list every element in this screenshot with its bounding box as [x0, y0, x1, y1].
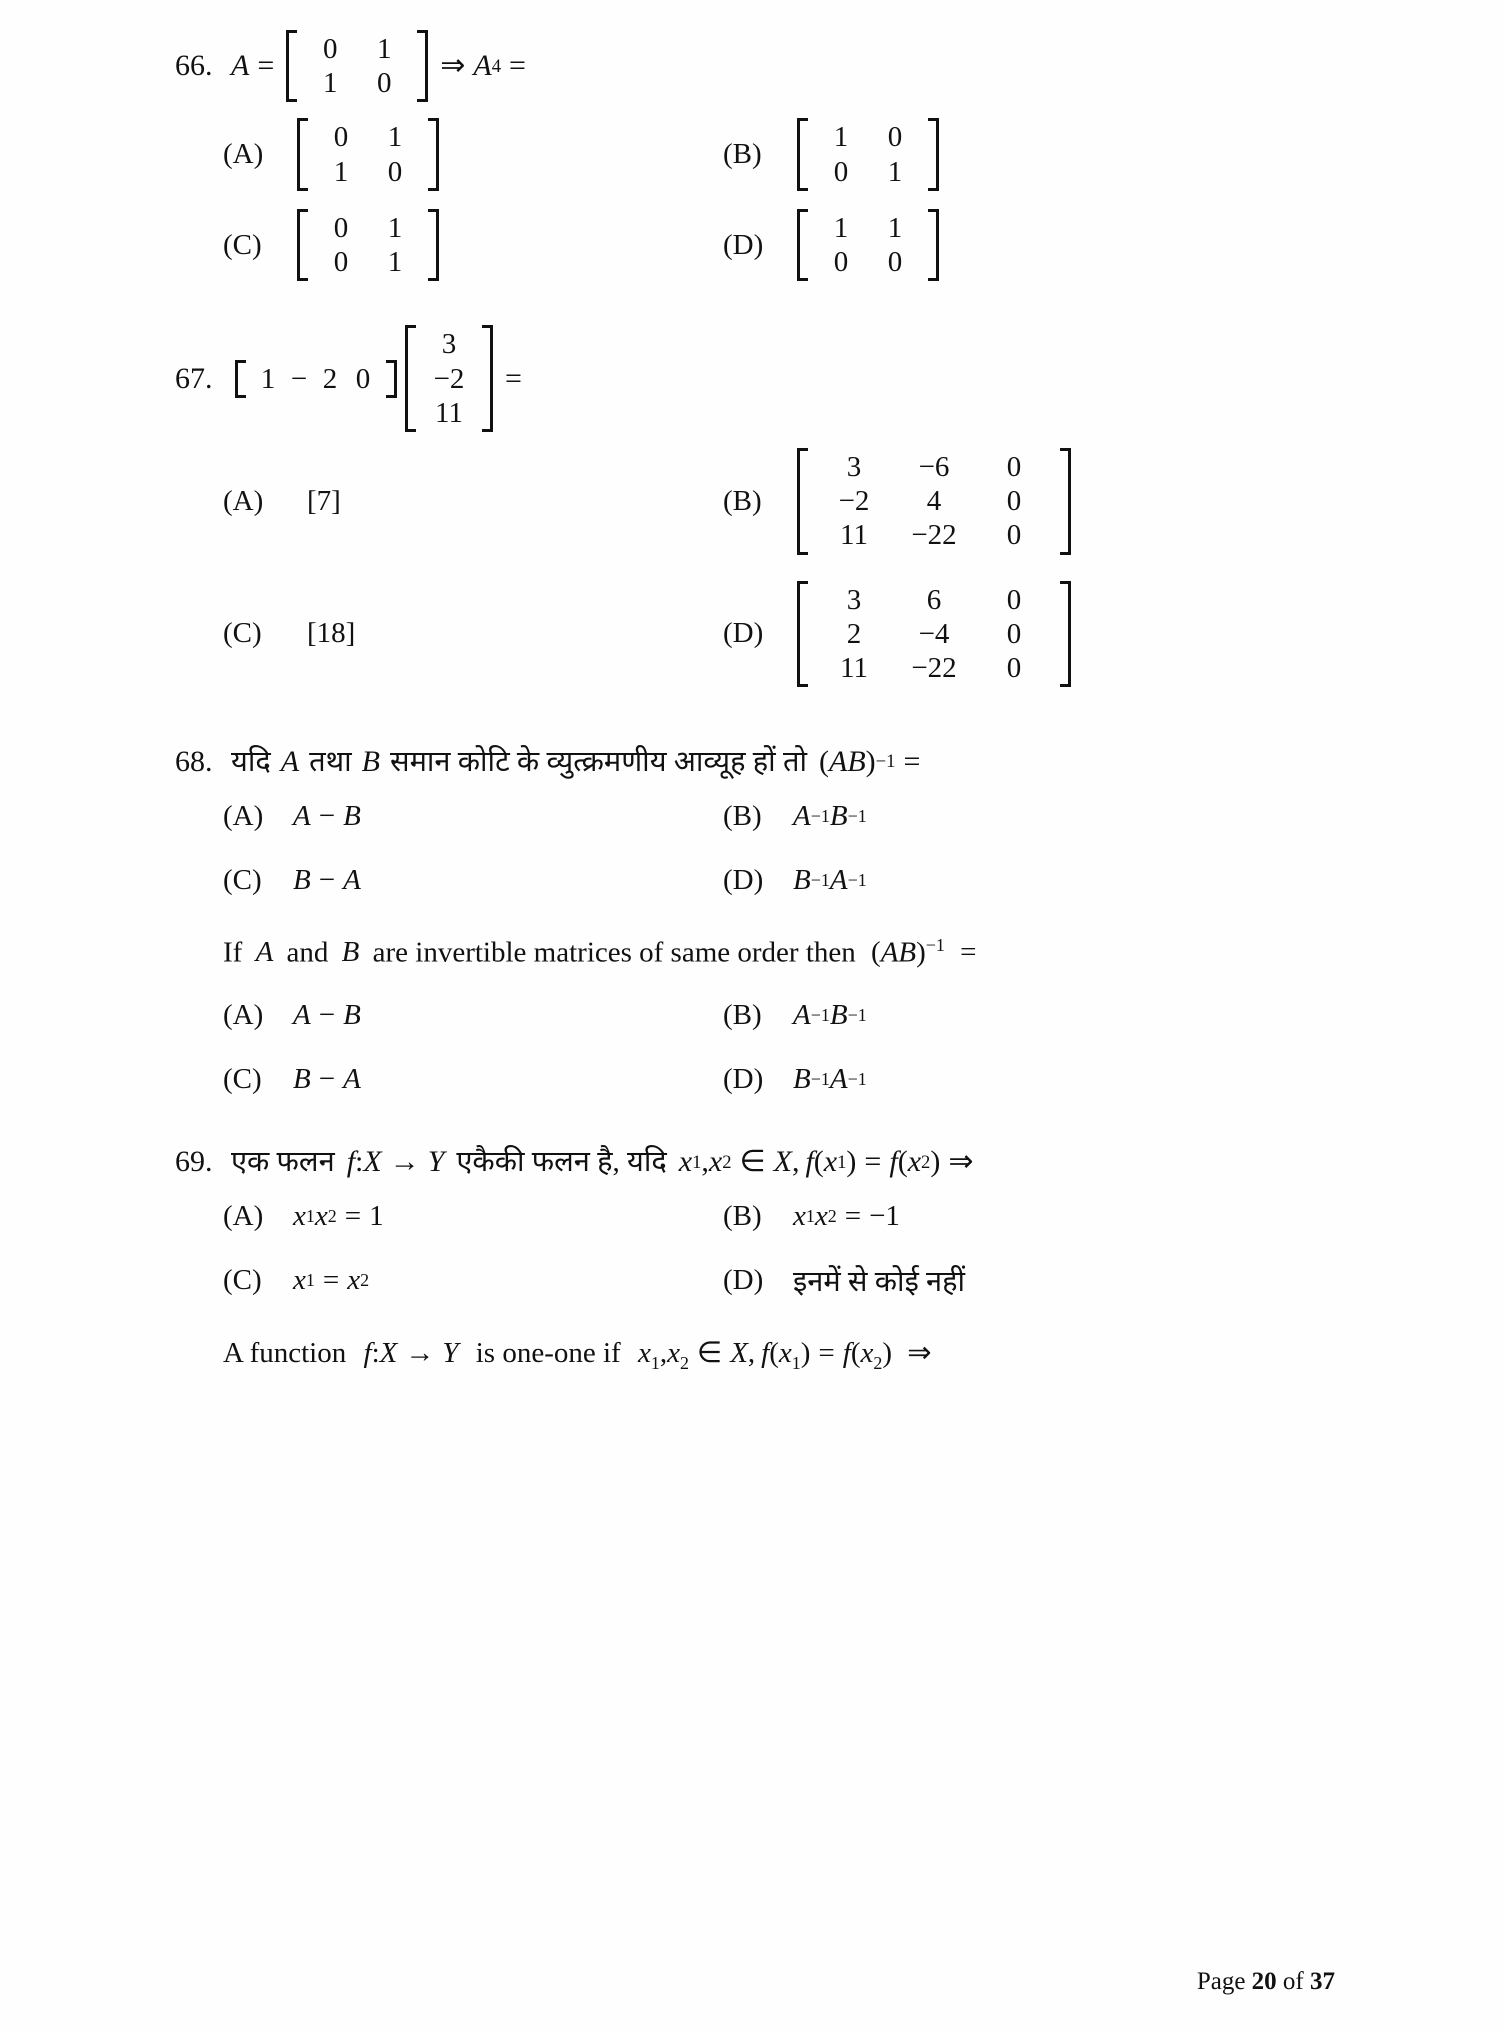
- q68-en-paren-close: ): [916, 936, 926, 969]
- q69-en-f2: f: [842, 1336, 851, 1369]
- q69-en-f1: f: [761, 1336, 770, 1369]
- matrix-cell: 1: [260, 362, 276, 395]
- q69-p2-sub: 2: [921, 1151, 931, 1173]
- q69-p2-var: x: [907, 1145, 922, 1179]
- q66-equals: =: [257, 49, 275, 83]
- expr-x2: x: [314, 1200, 328, 1233]
- option-d-label: (D): [723, 1264, 764, 1297]
- option-a-label: (A): [223, 1200, 264, 1233]
- q69-en-eq: =: [818, 1336, 835, 1369]
- matrix-cell: 1: [387, 211, 403, 244]
- q69-x2-sub: 2: [722, 1151, 732, 1173]
- matrix-cell: 0: [1006, 485, 1022, 518]
- option-a-label: (A): [223, 800, 264, 833]
- option-row: [223, 1059, 1335, 1099]
- expr-a: A: [293, 800, 311, 833]
- expr-b-power: −1: [847, 870, 867, 891]
- q68-en-t2: and: [286, 936, 329, 969]
- expr-a: B: [293, 1062, 311, 1095]
- question-67: [175, 325, 1335, 687]
- q68-var-b: B: [361, 745, 380, 779]
- option-matrix: [297, 118, 439, 190]
- bracket-right-icon: [417, 30, 428, 102]
- expr-rhs: 1: [369, 1200, 384, 1233]
- matrix-cell: 3: [846, 450, 862, 483]
- option-b-body: [785, 999, 867, 1032]
- q69-en-p1-close: ): [800, 1336, 811, 1369]
- spacer: [175, 1117, 1335, 1143]
- matrix-cell: 0: [333, 211, 349, 244]
- expr-x1-sub: 1: [805, 1206, 815, 1227]
- question-69-stem: [175, 1143, 1335, 1181]
- matrix-cell: 0: [1006, 652, 1022, 685]
- option-b-label: (B): [723, 800, 762, 833]
- matrix-cell: 0: [833, 246, 849, 279]
- option-a-body: [285, 800, 361, 833]
- matrix-cell: 1: [323, 67, 338, 100]
- q67-row-vector: [235, 360, 397, 398]
- option-a-body: [285, 118, 443, 190]
- q69-en-t2: is one-one if: [475, 1336, 621, 1369]
- matrix-cell: 1: [387, 121, 403, 154]
- option-d-label: (D): [723, 617, 764, 650]
- q69-en-fn: f: [363, 1336, 372, 1369]
- bracket-left-icon: [797, 209, 808, 281]
- option-a-label: (A): [223, 138, 264, 171]
- matrix-cell: 1: [333, 155, 349, 188]
- option-b[interactable]: [723, 797, 1223, 837]
- q66-result-var: A: [473, 49, 492, 83]
- matrix-cell: 0: [887, 246, 903, 279]
- q69-p1-var: x: [823, 1145, 838, 1179]
- matrix-cell: 1: [887, 211, 903, 244]
- page-content: [175, 30, 1335, 1380]
- q69-p2-close: ): [930, 1145, 941, 1179]
- q68-var-a: A: [280, 745, 300, 779]
- option-a[interactable]: [223, 1197, 723, 1237]
- option-b[interactable]: [723, 448, 1223, 555]
- matrix-cell: 1: [887, 155, 903, 188]
- matrix-cell: 6: [926, 583, 942, 616]
- q68-hindi-1: यदि: [231, 745, 271, 778]
- q69-en-t1: A function: [223, 1336, 347, 1369]
- option-b-label: (B): [723, 1200, 762, 1233]
- option-a-label: (A): [223, 998, 264, 1031]
- option-row: [223, 118, 1335, 190]
- matrix-cell: 1: [833, 121, 849, 154]
- page-footer: [1197, 1968, 1335, 1996]
- matrix-cell: 11: [840, 652, 868, 685]
- spacer: [175, 705, 1335, 743]
- expr-a: A: [293, 998, 311, 1031]
- question-66-options: [223, 118, 1335, 281]
- matrix-cell: −2: [838, 485, 870, 518]
- option-a[interactable]: [223, 797, 723, 837]
- question-66-number: 66.: [175, 49, 213, 83]
- expr-b: A: [343, 1062, 361, 1095]
- expr-op: −: [318, 998, 336, 1031]
- option-c-value: [18]: [307, 617, 356, 650]
- q69-en-arrow-icon: →: [405, 1336, 435, 1369]
- q68-en-t1: If: [223, 936, 243, 969]
- matrix-cell: 1: [387, 246, 403, 279]
- q69-x2: x: [708, 1145, 723, 1179]
- q69-en-comma2: ,: [747, 1336, 756, 1369]
- bracket-left-icon: [297, 209, 308, 281]
- q68-paren-open: (: [819, 745, 829, 779]
- q69-en-codomain: Y: [442, 1336, 459, 1369]
- q68-expr-power: −1: [875, 751, 896, 773]
- expr-b-power: −1: [847, 1004, 867, 1025]
- option-matrix: [797, 581, 1071, 688]
- matrix-cell: 0: [333, 121, 349, 154]
- q67-column-vector: [405, 325, 493, 432]
- question-68-options-english: [223, 995, 1335, 1099]
- q69-colon: :: [355, 1145, 364, 1179]
- q68-en-equals: =: [960, 936, 977, 969]
- option-d-text: इनमें से कोई नहीं: [793, 1266, 966, 1299]
- option-b-label: (B): [723, 138, 762, 171]
- bracket-left-icon: [297, 118, 308, 190]
- expr-a: B: [293, 864, 311, 897]
- option-b[interactable]: [723, 995, 1223, 1035]
- matrix-cell: 0: [887, 121, 903, 154]
- matrix-cell: −22: [911, 652, 957, 685]
- question-69: [175, 1143, 1335, 1373]
- option-c-label: (C): [223, 864, 262, 897]
- option-a-body: [285, 999, 361, 1032]
- q69-x1-sub: 1: [692, 1151, 702, 1173]
- footer-total-pages: 37: [1310, 1968, 1335, 1995]
- option-c[interactable]: [223, 1261, 723, 1301]
- q69-en-p1-sub: 1: [791, 1352, 801, 1373]
- q69-en-p2-sub: 2: [873, 1352, 883, 1373]
- option-d[interactable]: [723, 861, 1223, 901]
- option-c[interactable]: [223, 614, 723, 654]
- expr-b: B: [829, 800, 848, 833]
- option-c-label: (C): [223, 1264, 262, 1297]
- expr-x1-sub: 1: [305, 1206, 315, 1227]
- q69-en-p1-var: x: [778, 1336, 792, 1369]
- option-row: [223, 448, 1335, 555]
- q69-set-x: X: [773, 1145, 792, 1179]
- q69-p1-close: ): [846, 1145, 857, 1179]
- option-a[interactable]: [223, 995, 723, 1035]
- q68-equals: =: [903, 745, 921, 779]
- option-d-body: [785, 1063, 867, 1096]
- matrix-cell: 0: [1006, 519, 1022, 552]
- q69-en-p2-var: x: [860, 1336, 874, 1369]
- expr-x1: x: [293, 1200, 306, 1233]
- option-row: [223, 581, 1335, 688]
- matrix-cell: 1: [377, 33, 392, 65]
- matrix-cell: 0: [387, 155, 403, 188]
- matrix-cell: 11: [435, 396, 463, 429]
- question-68-options-hindi: [223, 797, 1335, 901]
- q69-en-isin-icon: ∈: [696, 1336, 723, 1369]
- expr-b: A: [829, 1062, 848, 1095]
- q69-comma: ,: [701, 1145, 709, 1179]
- expr-op: −: [318, 800, 336, 833]
- q69-domain: X: [363, 1145, 382, 1179]
- option-row: [223, 995, 1335, 1035]
- bracket-left-icon: [797, 448, 808, 555]
- bracket-left-icon: [797, 118, 808, 190]
- option-d-body: [785, 581, 1075, 688]
- q69-en-comma: ,: [659, 1336, 668, 1369]
- matrix-cell: 3: [441, 328, 457, 361]
- bracket-right-icon: [482, 325, 493, 432]
- option-b-body: [785, 1200, 900, 1233]
- option-row: [223, 1197, 1335, 1237]
- q68-en-var-b: B: [341, 936, 360, 969]
- footer-prefix: Page: [1196, 1968, 1246, 1995]
- option-c[interactable]: [223, 209, 723, 281]
- matrix-cell: −: [290, 362, 308, 395]
- question-69-english-stem: [223, 1335, 1335, 1374]
- q69-hindi-1: एक फलन: [231, 1146, 335, 1179]
- expr-op: −: [318, 864, 336, 897]
- q69-p1-open: (: [813, 1145, 824, 1179]
- q68-hindi-3: समान कोटि के व्युत्क्रमणीय आव्यूह हों तो: [389, 745, 807, 778]
- option-d-label: (D): [723, 1062, 764, 1095]
- option-d[interactable]: [723, 209, 1223, 281]
- option-c-body: [285, 1264, 369, 1297]
- expr-eq: =: [844, 1200, 862, 1233]
- option-row: [223, 797, 1335, 837]
- option-matrix: [797, 448, 1071, 555]
- q69-en-x2-sub: 2: [679, 1352, 689, 1373]
- expr-rhs: −1: [869, 1200, 900, 1233]
- matrix-cell: 2: [322, 362, 338, 395]
- q69-en-x1: x: [637, 1336, 651, 1369]
- expr-b: B: [343, 998, 361, 1031]
- q68-en-t3: are invertible matrices of same order then: [372, 936, 856, 969]
- option-a-body: [285, 1200, 384, 1233]
- q69-en-x2: x: [667, 1336, 680, 1369]
- matrix-cell: 0: [1006, 450, 1022, 483]
- option-c[interactable]: [223, 861, 723, 901]
- expr-x1: x: [793, 1200, 806, 1233]
- expr-b: A: [829, 864, 848, 897]
- option-a-value: [7]: [307, 484, 341, 517]
- q68-en-expr-ab: AB: [880, 936, 917, 969]
- q68-en-var-a: A: [255, 936, 274, 969]
- matrix-cell: 0: [323, 33, 338, 65]
- bracket-left-icon: [405, 325, 416, 432]
- matrix-cell: −22: [911, 519, 957, 552]
- matrix-cell: 0: [333, 246, 349, 279]
- question-66-stem: [175, 30, 1335, 102]
- option-d-label: (D): [723, 864, 764, 897]
- expr-b-power: −1: [847, 806, 867, 827]
- matrix-cell: 0: [377, 67, 392, 100]
- option-d[interactable]: [723, 1261, 1223, 1301]
- option-b-body: [785, 118, 943, 190]
- bracket-right-icon: [386, 360, 397, 398]
- spacer: [175, 299, 1335, 325]
- option-c-label: (C): [223, 617, 262, 650]
- expr-x2-sub: 2: [360, 1270, 370, 1291]
- footer-page-number: 20: [1251, 1968, 1277, 1995]
- bracket-right-icon: [1060, 448, 1071, 555]
- expr-b-power: −1: [847, 1068, 867, 1089]
- matrix-cell: 3: [846, 583, 862, 616]
- q69-f1: f: [805, 1145, 814, 1179]
- expr-op: −: [318, 1062, 336, 1095]
- option-matrix: [797, 209, 939, 281]
- expr-x1-sub: 1: [305, 1270, 315, 1291]
- question-69-options: [223, 1197, 1335, 1301]
- bracket-right-icon: [1060, 581, 1071, 688]
- q69-p2-open: (: [897, 1145, 908, 1179]
- q68-en-expr-power: −1: [925, 934, 945, 955]
- expr-a: A: [793, 800, 811, 833]
- q66-result-equals: =: [509, 49, 526, 83]
- question-67-number: 67.: [175, 361, 213, 395]
- expr-x2-sub: 2: [827, 1206, 837, 1227]
- question-66: [175, 30, 1335, 281]
- q69-hindi-2: एकैकी फलन है, यदि: [456, 1146, 667, 1179]
- matrix-cell: 0: [1006, 617, 1022, 650]
- expr-x2: x: [347, 1264, 361, 1297]
- q68-expr-ab: AB: [829, 745, 866, 779]
- matrix-cell: 0: [355, 362, 371, 395]
- option-b[interactable]: [723, 118, 1223, 190]
- expr-b: B: [829, 998, 848, 1031]
- q69-isin-icon: ∈: [739, 1145, 766, 1179]
- expr-x2-sub: 2: [327, 1206, 337, 1227]
- question-68: [175, 743, 1335, 1099]
- matrix-cell: −6: [918, 450, 950, 483]
- expr-a: A: [793, 998, 811, 1031]
- q69-implies-icon: ⇒: [948, 1145, 974, 1179]
- expr-a-power: −1: [810, 1068, 830, 1089]
- matrix-cell: −4: [918, 617, 950, 650]
- q68-paren-close: ): [865, 745, 876, 779]
- q69-en-p2-close: ): [882, 1336, 893, 1369]
- bracket-right-icon: [928, 118, 939, 190]
- q69-eq: =: [864, 1145, 882, 1179]
- expr-a-power: −1: [810, 1004, 830, 1025]
- option-d-body: [785, 209, 943, 281]
- option-c-body: [285, 209, 443, 281]
- q69-p1-sub: 1: [837, 1151, 847, 1173]
- bracket-right-icon: [428, 209, 439, 281]
- matrix-cell: 11: [840, 519, 868, 552]
- q69-comma2: ,: [791, 1145, 800, 1179]
- matrix-cell: −2: [433, 362, 465, 395]
- bracket-right-icon: [928, 209, 939, 281]
- expr-b: A: [343, 864, 361, 897]
- question-67-options: [223, 448, 1335, 687]
- option-d[interactable]: [723, 581, 1223, 688]
- option-row: [223, 861, 1335, 901]
- option-b-body: [785, 800, 867, 833]
- option-row: [223, 209, 1335, 281]
- question-67-stem: [175, 325, 1335, 432]
- q69-en-domain: X: [379, 1336, 398, 1369]
- option-a[interactable]: [223, 481, 723, 521]
- expr-a: B: [793, 864, 811, 897]
- option-a[interactable]: [223, 118, 723, 190]
- expr-a-power: −1: [810, 870, 830, 891]
- q69-f2: f: [889, 1145, 898, 1179]
- q69-fn: f: [346, 1145, 356, 1179]
- expr-a-power: −1: [810, 806, 830, 827]
- question-68-number: 68.: [175, 745, 213, 779]
- q69-en-set-x: X: [730, 1336, 748, 1369]
- matrix-cell: 1: [833, 211, 849, 244]
- q69-en-p1-open: (: [769, 1336, 779, 1369]
- option-c-body: [285, 864, 361, 897]
- expr-eq: =: [344, 1200, 362, 1233]
- question-68-stem: [175, 743, 1335, 781]
- q69-codomain: Y: [427, 1145, 445, 1179]
- option-b-label: (B): [723, 484, 762, 517]
- expr-b: B: [343, 800, 361, 833]
- option-row: [223, 1261, 1335, 1301]
- expr-a: B: [793, 1062, 811, 1095]
- bracket-right-icon: [428, 118, 439, 190]
- q69-en-colon: :: [371, 1336, 380, 1369]
- footer-middle: of: [1282, 1968, 1304, 1995]
- q69-en-p2-open: (: [850, 1336, 861, 1369]
- q66-result-power: 4: [491, 55, 502, 77]
- q69-x1: x: [678, 1145, 693, 1179]
- q68-hindi-2: तथा: [309, 745, 352, 778]
- q67-equals: =: [505, 361, 522, 395]
- option-c-label: (C): [223, 228, 262, 261]
- matrix-cell: 0: [1006, 583, 1022, 616]
- q66-variable-a: A: [231, 49, 250, 83]
- q69-en-implies-icon: ⇒: [907, 1336, 932, 1369]
- q68-en-paren-open: (: [871, 936, 881, 969]
- question-68-english-stem: [223, 935, 1335, 970]
- expr-eq: =: [322, 1264, 340, 1297]
- option-c[interactable]: [223, 1059, 723, 1099]
- option-b-body: [785, 448, 1075, 555]
- matrix-cell: 0: [833, 155, 849, 188]
- bracket-left-icon: [235, 360, 246, 398]
- option-d[interactable]: [723, 1059, 1223, 1099]
- expr-x2: x: [814, 1200, 828, 1233]
- option-b-label: (B): [723, 998, 762, 1031]
- matrix-cell: 4: [926, 485, 942, 518]
- bracket-left-icon: [797, 581, 808, 688]
- option-matrix: [297, 209, 439, 281]
- option-d-body: [785, 864, 867, 897]
- q69-arrow-icon: →: [389, 1145, 420, 1179]
- option-c-body: [285, 1063, 361, 1096]
- option-matrix: [797, 118, 939, 190]
- option-b[interactable]: [723, 1197, 1223, 1237]
- bracket-left-icon: [286, 30, 297, 102]
- q69-en-x1-sub: 1: [650, 1352, 660, 1373]
- q66-implies-icon: ⇒: [440, 49, 466, 83]
- option-c-label: (C): [223, 1062, 262, 1095]
- question-69-number: 69.: [175, 1145, 213, 1179]
- option-d-label: (D): [723, 228, 764, 261]
- matrix-cell: 2: [846, 617, 862, 650]
- option-a-label: (A): [223, 484, 264, 517]
- q66-stem-matrix: [286, 30, 428, 102]
- expr-x1: x: [293, 1264, 306, 1297]
